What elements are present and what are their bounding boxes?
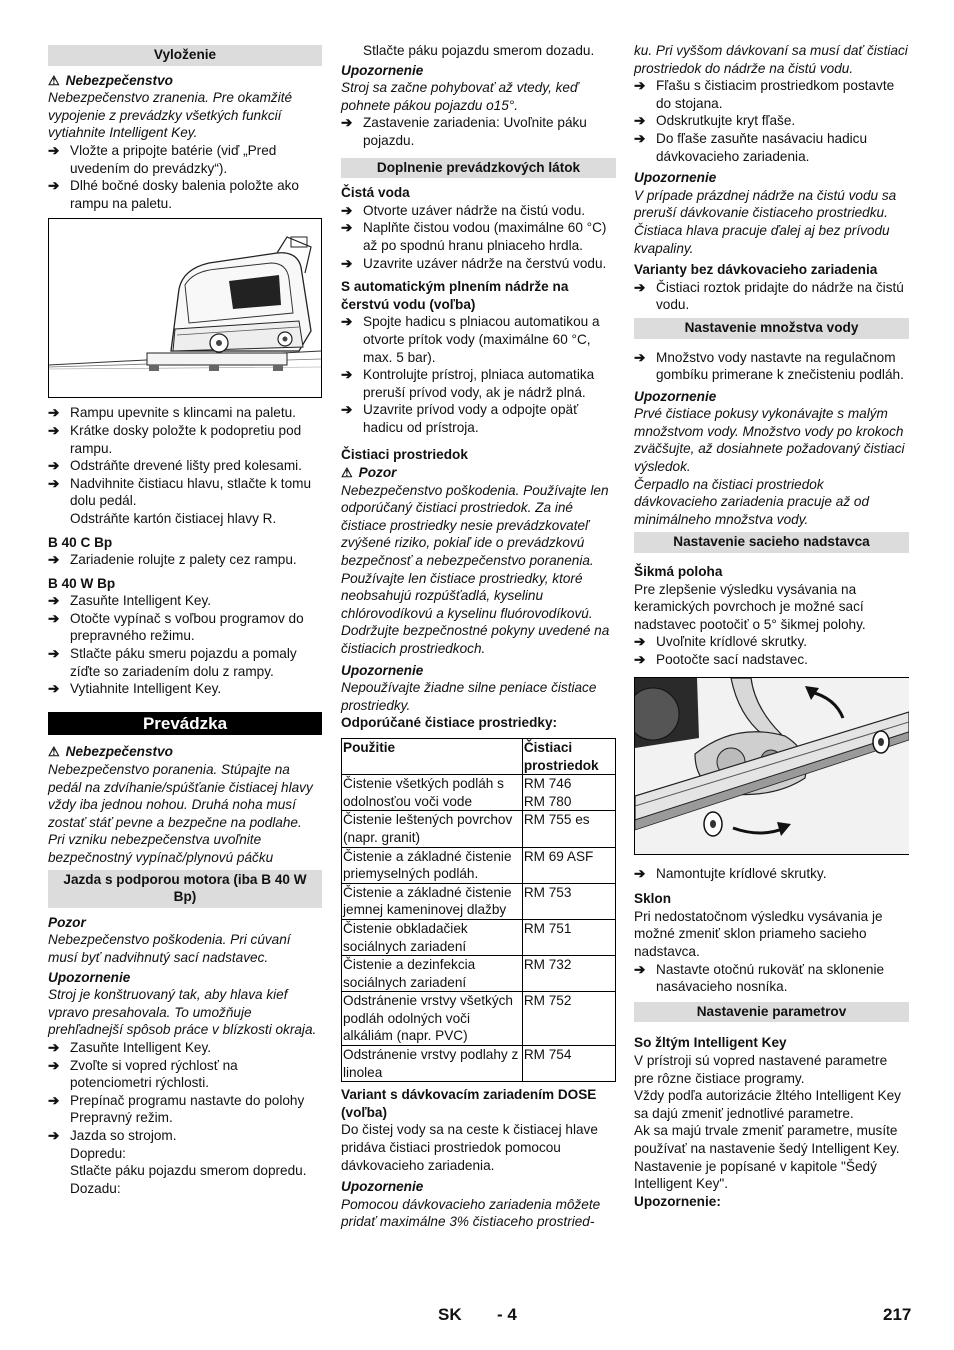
note-title: Upozornenie <box>341 662 424 678</box>
table-row <box>342 811 616 847</box>
arrow-icon: ➔ <box>48 1092 60 1108</box>
table-cell-product: RM 751 <box>522 919 615 955</box>
table-header-cell: Čistiaci prostriedok <box>522 738 615 774</box>
table-cell-product: RM 752 <box>522 992 615 1046</box>
list-item-continuation: Stlačte páku pojazdu smerom dozadu. <box>363 43 595 58</box>
paragraph: Pre zlepšenie výsledku vysávania na keramických povrchoch je možné sací nadstavec pootočiť o 5° šikmej polohy. <box>634 581 866 632</box>
note-title: Upozornenie <box>341 62 424 78</box>
list-item: ➔ Zastavenie zariadenia: Uvoľnite páku pojazdu. <box>341 115 587 148</box>
note-text: Prvé čistiace pokusy vykonávajte s malým množstvom vody. Množstvo vody po krokoch zväčšujte, až dosiahnete požadovaný čistiaci výsledok. <box>634 406 905 475</box>
arrow-icon: ➔ <box>48 405 60 421</box>
table-row <box>342 1046 616 1082</box>
note-text: V prípade prázdnej nádrže na čistú vodu sa preruší dávkovanie čistiaceho prostriedku. Čistiaca hlava pracuje ďalej aj bez prívodu kvapaliny. <box>634 187 897 256</box>
column-2 <box>341 42 616 1231</box>
subheading-varianty: Varianty bez dávkovacieho zariadenia <box>634 262 878 278</box>
arrow-icon: ➔ <box>634 652 646 667</box>
arrow-icon: ➔ <box>341 220 353 236</box>
arrow-icon: ➔ <box>634 865 646 881</box>
list-item: ➔ Nastavte otočnú rukoväť na sklonenie nasávacieho nosníka. <box>634 961 885 995</box>
caution-text: Nebezpečenstvo poškodenia. Používajte len odporúčaný čistiaci prostriedok. Za iné čistiace prostriedky nesie prevádzkovateľ zvýšené riziko, pokiaľ ide o prevádzkovú bezpečnosť a nebezpečenstvo poranenia. Používajte len čistiace prostriedky, ktoré neobsahujú rozpúšťadlá, kyselinu chlórovodíkovú a kyselinu fluórovodíkovú. <box>341 482 609 621</box>
warning-icon: ⚠ <box>341 465 353 481</box>
section-heading-parametre: Nastavenie parametrov <box>634 1002 909 1023</box>
arrow-icon: ➔ <box>48 1127 60 1143</box>
arrow-icon: ➔ <box>341 314 353 330</box>
list-item: ➔ Krátke dosky položte k podopretiu pod rampu. <box>48 422 302 456</box>
list-item: ➔ Uzavrite prívod vody a odpojte opäť hadicu od prístroja. <box>341 402 579 435</box>
list-item: ➔ Vložte a pripojte batérie (viď „Pred uvedením do prevádzky“). <box>48 142 277 176</box>
arrow-icon: ➔ <box>48 610 60 626</box>
note-title: Upozornenie <box>634 170 717 186</box>
table-cell-product: RM 746 RM 780 <box>522 775 615 811</box>
note-title: Upozornenie <box>48 969 131 985</box>
arrow-icon: ➔ <box>634 78 646 94</box>
list-item: ➔ Fľašu s čistiacim prostriedkom postavte do stojana. <box>634 78 895 111</box>
table-row <box>342 956 616 992</box>
list-item: ➔ Zvoľte si vopred rýchlosť na potenciometri rýchlosti. <box>48 1057 238 1091</box>
subheading-variant-dose: Variant s dávkovacím zariadením DOSE (voľba) <box>341 1087 597 1120</box>
arrow-icon: ➔ <box>48 681 60 697</box>
machine-on-pallet-figure <box>48 218 322 398</box>
section-heading-mnozstvo-vody: Nastavenie množstva vody <box>634 318 909 339</box>
note-text: ku. Pri vyššom dávkovaní sa musí dať čistiaci prostriedok do nádrže na čistú vodu. <box>634 43 908 76</box>
list-item: ➔ Uvoľnite krídlové skrutky. <box>634 634 808 650</box>
list-item: ➔ Prepínač programu nastavte do polohy Prepravný režim. <box>48 1092 305 1126</box>
list-item-continuation: Stlačte páku pojazdu smerom dopredu. <box>70 1163 307 1179</box>
danger-text: Nebezpečenstvo zranenia. Pre okamžité vypojenie z prevádzky všetkých funkcií vytiahnite Intelligent Key. <box>48 90 293 141</box>
table-cell-product: RM 753 <box>522 883 615 919</box>
arrow-icon: ➔ <box>634 349 646 365</box>
list-item: ➔ Kontrolujte prístroj, plniaca automatika preruší prívod vody, ak je nádrž plná. <box>341 367 595 400</box>
paragraph: V prístroji sú vopred nastavené parametre pre rôzne čistiace programy. <box>634 1052 888 1086</box>
paragraph: Ak sa majú trvale zmeniť parametre, musíte používať na nastavenie šedý Intelligent Key. Nastavenie je popísané v kapitole "Šedý Intelligent Key". <box>634 1123 900 1192</box>
caution-notice: ⚠ Pozor <box>341 465 397 481</box>
arrow-icon: ➔ <box>634 961 646 977</box>
table-cell-product: RM 754 <box>522 1046 615 1082</box>
arrow-icon: ➔ <box>48 1057 60 1073</box>
list-item-continuation: Dozadu: <box>70 1180 121 1196</box>
subheading-b40c: B 40 C Bp <box>48 534 113 550</box>
subheading-cistiaci-prostriedok: Čistiaci prostriedok <box>341 447 468 463</box>
arrow-icon: ➔ <box>48 178 60 194</box>
footer-page-number: 217 <box>883 1305 912 1324</box>
list-item: ➔ Dlhé bočné dosky balenia položte ako rampu na paletu. <box>48 178 299 211</box>
column-3 <box>634 42 909 1210</box>
arrow-icon: ➔ <box>48 1039 60 1055</box>
list-item: ➔ Otočte vypínač s voľbou programov do prepravného režimu. <box>48 610 304 644</box>
squeegee-drawing <box>635 678 909 854</box>
caution-text: Dodržujte bezpečnostné pokyny uvedené na čistiacich prostriedkoch. <box>341 623 610 656</box>
arrow-icon: ➔ <box>48 552 60 568</box>
table-cell-usage: Odstránenie vrstvy všetkých podláh odolných voči alkáliám (napr. PVC) <box>342 992 523 1046</box>
list-item-continuation: Odstráňte kartón čistiacej hlavy R. <box>70 510 277 526</box>
table-row <box>342 919 616 955</box>
section-heading-doplnenie: Doplnenie prevádzkových látok <box>341 158 616 179</box>
subheading-sikma: Šikmá poloha <box>634 564 723 580</box>
scrubber-drawing <box>49 219 321 397</box>
list-item: ➔ Jazda so strojom. <box>48 1127 177 1143</box>
column-1 <box>48 42 322 1197</box>
table-cell-product: RM 755 es <box>522 811 615 847</box>
list-item: ➔ Odstráňte drevené lišty pred kolesami. <box>48 458 302 474</box>
squeegee-figure <box>634 677 909 855</box>
note-title: Upozornenie <box>341 1179 424 1195</box>
list-item: ➔ Uzavrite uzáver nádrže na čerstvú vodu. <box>341 255 607 271</box>
list-item: ➔ Rampu upevnite s klincami na paletu. <box>48 405 296 421</box>
table-row <box>342 847 616 883</box>
arrow-icon: ➔ <box>48 458 60 474</box>
section-heading-jazda: Jazda s podporou motora (iba B 40 W Bp) <box>48 870 322 908</box>
list-item: ➔ Čistiaci roztok pridajte do nádrže na čistú vodu. <box>634 279 904 313</box>
paragraph: Vždy podľa autorizácie žltého Intelligent Key sa dajú zmeniť jednotlivé parametre. <box>634 1088 901 1121</box>
list-item: ➔ Otvorte uzáver nádrže na čistú vodu. <box>341 202 586 218</box>
note-text: Stroj sa začne pohybovať až vtedy, keď pohnete pákou pojazdu o15°. <box>341 80 579 113</box>
subheading-auto-plnenie: S automatickým plnením nádrže na čerstvú vodu (voľba) <box>341 279 569 312</box>
table-cell-usage: Čistenie všetkých podláh s odolnosťou voči vode <box>342 775 523 811</box>
arrow-icon: ➔ <box>341 255 353 271</box>
arrow-icon: ➔ <box>341 367 353 383</box>
detergent-table <box>341 738 616 1082</box>
subheading-sklon: Sklon <box>634 891 672 907</box>
table-row <box>342 883 616 919</box>
paragraph: Do čistej vody sa na ceste k čistiacej hlave pridáva čistiaci prostriedok pomocou dávkovacieho zariadenia. <box>341 1122 598 1173</box>
arrow-icon: ➔ <box>341 115 353 131</box>
table-cell-product: RM 69 ASF <box>522 847 615 883</box>
footer-local-page: - 4 <box>497 1305 517 1324</box>
arrow-icon: ➔ <box>48 475 60 491</box>
note-text: Pomocou dávkovacieho zariadenia môžete pridať maximálne 3% čistiaceho prostried- <box>341 1196 601 1230</box>
subheading-cista-voda: Čistá voda <box>341 185 410 201</box>
list-item: ➔ Množstvo vody nastavte na regulačnom gombíku primerane k znečisteniu podláh. <box>634 349 904 383</box>
subheading-b40w: B 40 W Bp <box>48 575 116 591</box>
section-heading-sacie: Nastavenie sacieho nadstavca <box>634 532 909 553</box>
warning-icon: ⚠ <box>48 72 60 88</box>
table-cell-usage: Čistenie obkladačiek sociálnych zariadení <box>342 919 523 955</box>
list-item: ➔ Do fľaše zasuňte nasávaciu hadicu dávkovacieho zariadenia. <box>634 130 868 164</box>
danger-text: Nebezpečenstvo poranenia. Stúpajte na pedál na zdvíhanie/spúšťanie čistiacej hlavy vždy iba jednou nohou. Druhá noha musí zostať stáť pevne a bezpečne na podlahe. <box>48 762 313 830</box>
table-cell-usage: Čistenie a dezinfekcia sociálnych zariadení <box>342 956 523 992</box>
arrow-icon: ➔ <box>48 593 60 609</box>
table-cell-usage: Čistenie a základné čistenie jemnej kameninovej dlažby <box>342 883 523 919</box>
list-item: ➔ Stlačte páku smeru pojazdu a pomaly zíďte so zariadením dolu z rampy. <box>48 646 297 679</box>
list-item: ➔ Spojte hadicu s plniacou automatikou a otvorte prítok vody (maximálne 60 °C, max. 5 bar). <box>341 314 600 365</box>
list-item: ➔ Zasuňte Intelligent Key. <box>48 1039 212 1055</box>
danger-notice: ⚠ Nebezpečenstvo <box>48 744 173 760</box>
caution-title: Pozor <box>48 914 86 930</box>
footer-language: SK <box>438 1305 462 1324</box>
list-item: ➔ Zariadenie rolujte z palety cez rampu. <box>48 552 297 568</box>
warning-icon: ⚠ <box>48 744 60 760</box>
arrow-icon: ➔ <box>634 113 646 129</box>
list-item: ➔ Nadvihnite čistiacu hlavu, stlačte k tomu dolu pedál. <box>48 475 312 509</box>
chapter-heading-prevadzka: Prevádzka <box>48 712 322 736</box>
table-row <box>342 775 616 811</box>
list-item: ➔ Vytiahnite Intelligent Key. <box>48 681 222 697</box>
arrow-icon: ➔ <box>48 142 60 158</box>
note-text: Nepoužívajte žiadne silne peniace čistiace prostriedky. <box>341 680 597 713</box>
arrow-icon: ➔ <box>48 422 60 438</box>
paragraph: Pri nedostatočnom výsledku vysávania je možné zmeniť sklon priameho sacieho nadstavca. <box>634 908 883 959</box>
arrow-icon: ➔ <box>634 130 646 146</box>
subheading-zlty-key: So žltým Intelligent Key <box>634 1035 787 1051</box>
list-item-continuation: Dopredu: <box>70 1145 126 1161</box>
note-text: Čerpadlo na čistiaci prostriedok dávkovacieho zariadenia pracuje až od minimálneho množstva vody. <box>634 476 870 527</box>
arrow-icon: ➔ <box>48 646 60 662</box>
list-item: ➔ Zasuňte Intelligent Key. <box>48 593 212 609</box>
list-item: ➔ Pootočte sací nadstavec. <box>634 652 808 667</box>
note-title: Upozornenie <box>634 388 717 404</box>
table-cell-usage: Odstránenie vrstvy podlahy z linolea <box>342 1046 523 1082</box>
arrow-icon: ➔ <box>341 202 353 218</box>
list-item: ➔ Namontujte krídlové skrutky. <box>634 865 827 881</box>
arrow-icon: ➔ <box>341 402 353 418</box>
table-header-row <box>342 738 616 774</box>
table-cell-product: RM 732 <box>522 956 615 992</box>
note-title: Upozornenie: <box>634 1193 721 1209</box>
danger-text: Pri vzniku nebezpečenstva uvoľnite bezpečnostný vypínač/plynovú páčku <box>48 832 274 865</box>
danger-notice: ⚠ Nebezpečenstvo <box>48 72 173 88</box>
caution-text: Nebezpečenstvo poškodenia. Pri cúvaní musí byť nadvihnutý sací nadstavec. <box>48 932 291 965</box>
table-cell-usage: Čistenie a základné čistenie priemyselných podláh. <box>342 847 523 883</box>
arrow-icon: ➔ <box>634 279 646 295</box>
note-text: Stroj je konštruovaný tak, aby hlava kief vpravo presahovala. To umožňuje prehľadnejší spôsob práce v blízkosti okraja. <box>48 987 317 1038</box>
list-item: ➔ Odskrutkujte kryt fľaše. <box>634 113 796 129</box>
section-heading-vylozenie: Vyloženie <box>48 45 322 66</box>
arrow-icon: ➔ <box>634 634 646 650</box>
subheading-odporucane: Odporúčané čistiace prostriedky: <box>341 715 558 731</box>
table-header-cell: Použitie <box>342 738 523 774</box>
table-row <box>342 992 616 1046</box>
table-cell-usage: Čistenie leštených povrchov (napr. granit) <box>342 811 523 847</box>
list-item: ➔ Naplňte čistou vodou (maximálne 60 °C) až po spodnú hranu plniaceho hrdla. <box>341 220 607 253</box>
